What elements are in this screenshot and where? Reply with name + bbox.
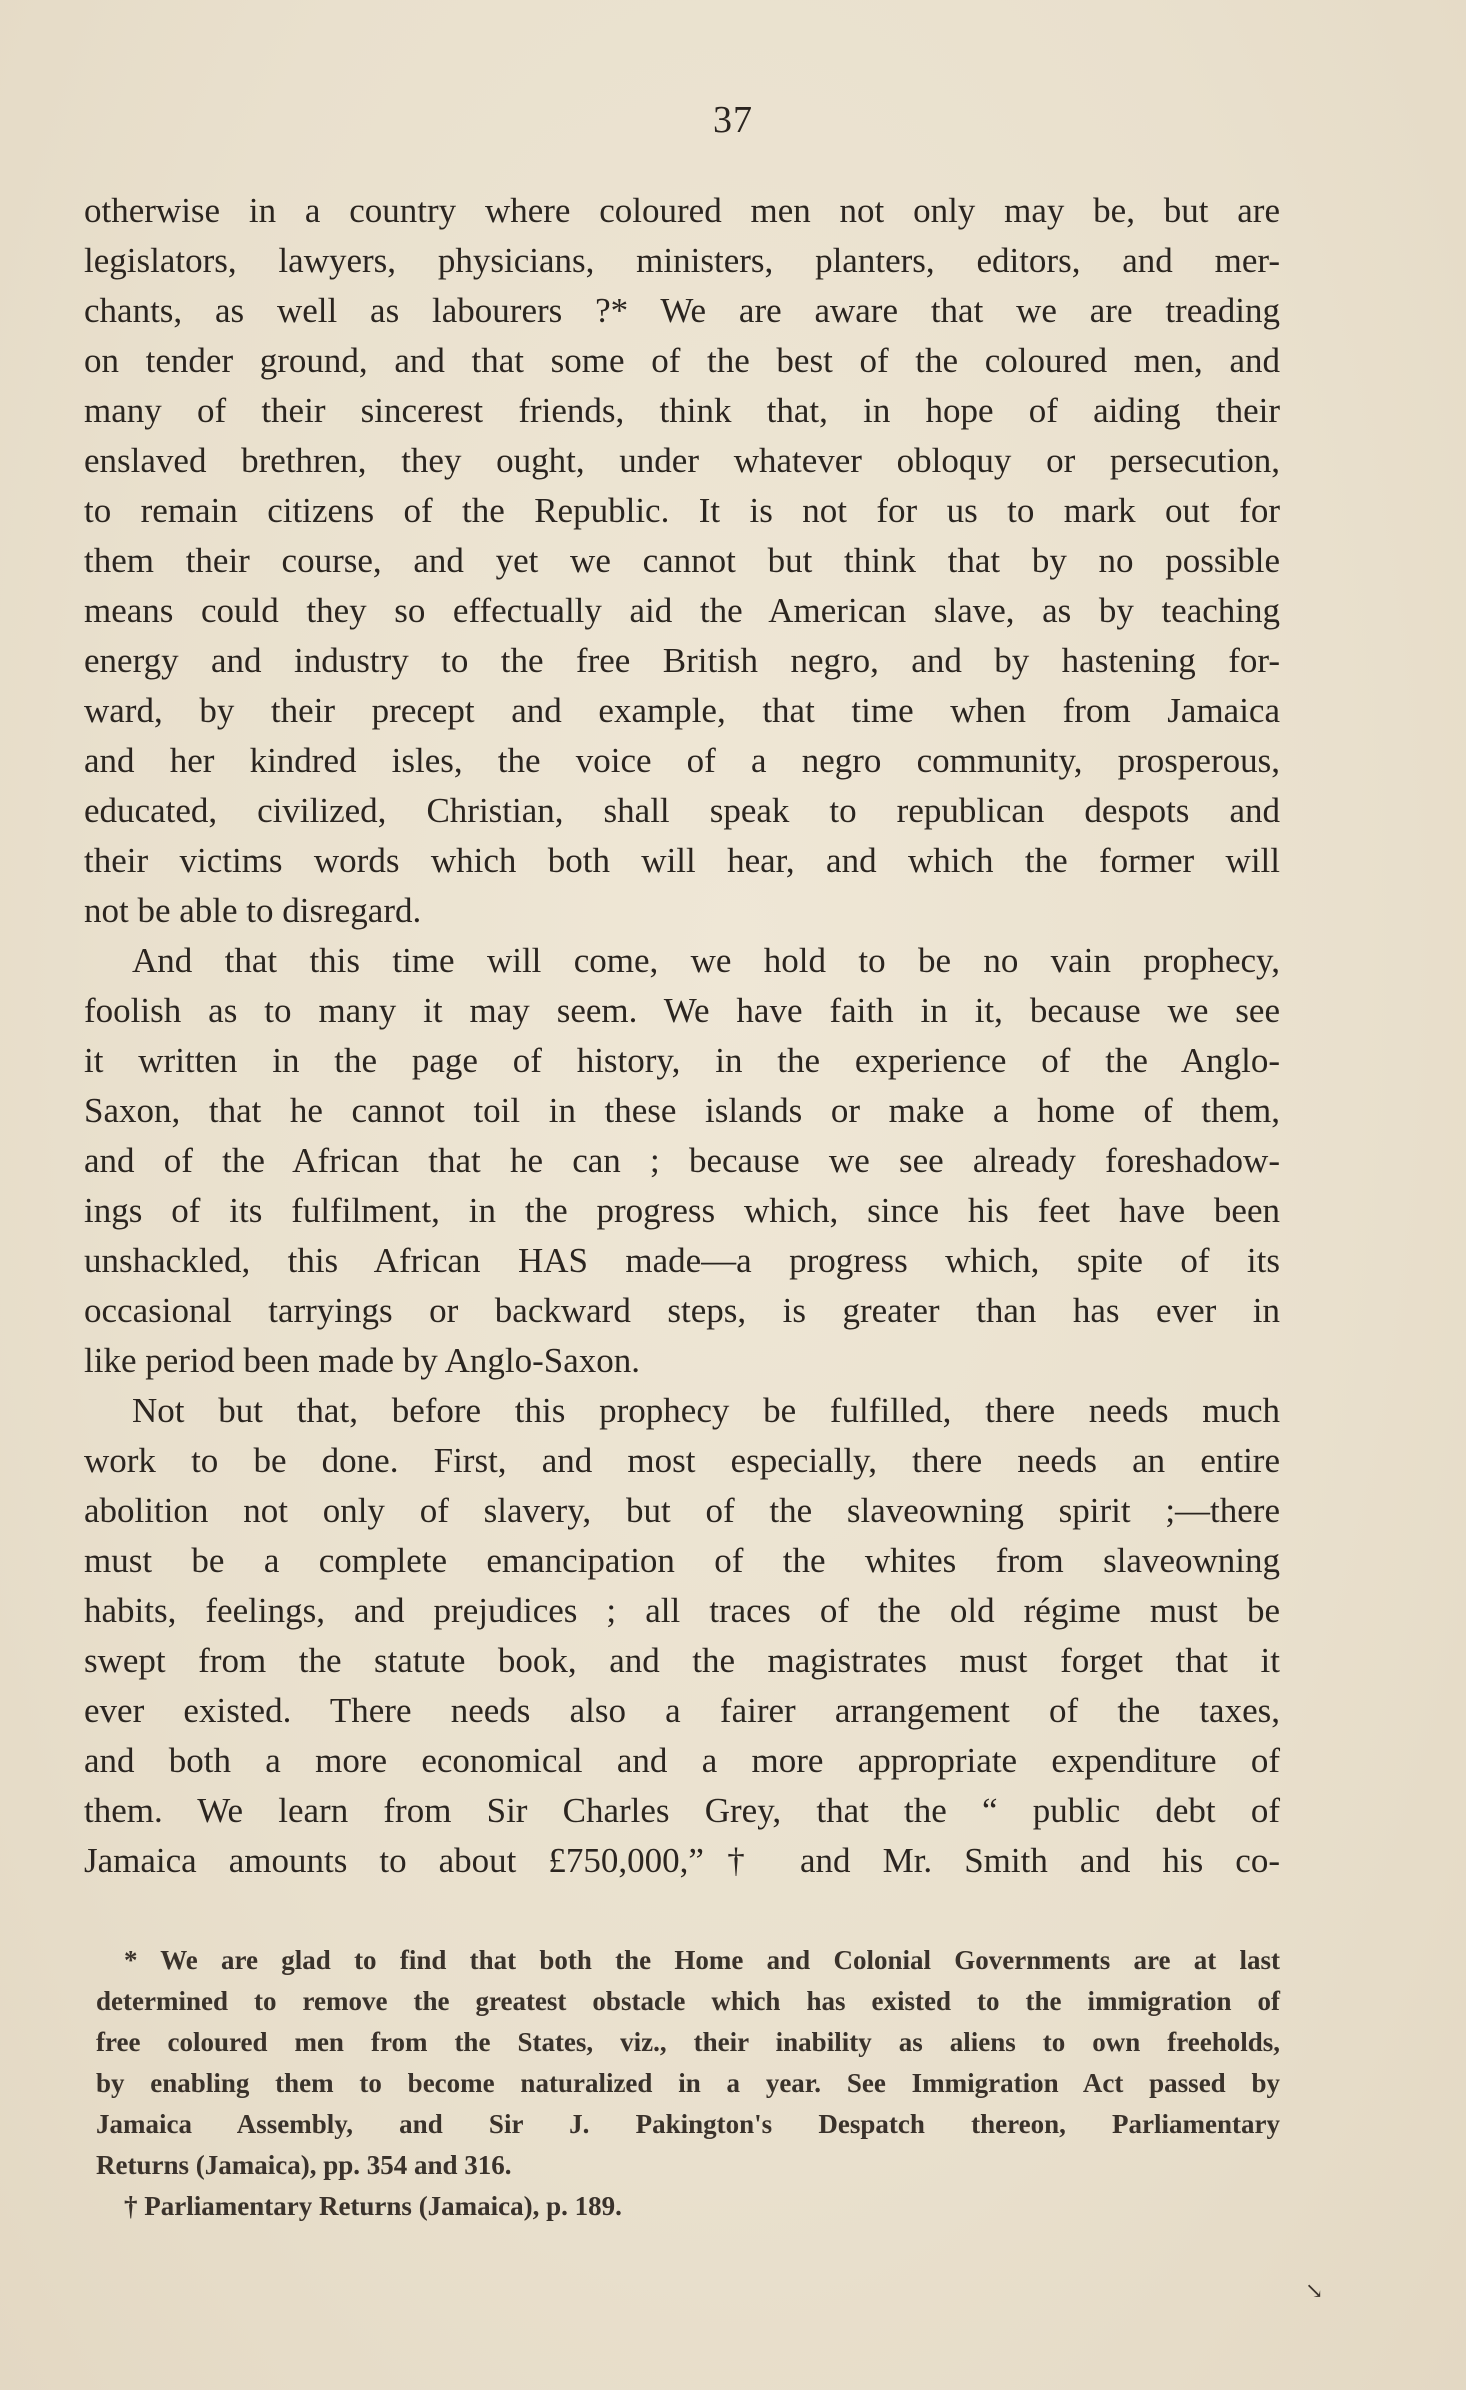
footnote-line: by enabling them to become naturalized in a year. See Immigration Act passed by bbox=[96, 2068, 1280, 2098]
text-line: many of their sincerest friends, think that, in hope of aiding their bbox=[84, 391, 1280, 430]
text-line: otherwise in a country where coloured men not only may be, but are bbox=[84, 191, 1280, 230]
text-line: and her kindred isles, the voice of a negro community, prosperous, bbox=[84, 741, 1280, 780]
text-line: ward, by their precept and example, that time when from Jamaica bbox=[84, 691, 1280, 730]
text-line: occasional tarryings or backward steps, is greater than has ever in bbox=[84, 1291, 1280, 1330]
text-line: educated, civilized, Christian, shall speak to republican despots and bbox=[84, 791, 1280, 830]
paragraph-first-line: Not but that, before this prophecy be fulfilled, there needs much bbox=[132, 1391, 1280, 1430]
text-line: them. We learn from Sir Charles Grey, that the “ public debt of bbox=[84, 1791, 1280, 1830]
text-line: swept from the statute book, and the magistrates must forget that it bbox=[84, 1641, 1280, 1680]
text-line: their victims words which both will hear, and which the former will bbox=[84, 841, 1280, 880]
page-number: 37 bbox=[713, 99, 753, 141]
text-line: it written in the page of history, in the experience of the Anglo- bbox=[84, 1041, 1280, 1080]
text-line: foolish as to many it may seem. We have faith in it, because we see bbox=[84, 991, 1280, 1030]
text-line: like period been made by Anglo-Saxon. bbox=[84, 1341, 640, 1380]
footnote-line: † Parliamentary Returns (Jamaica), p. 189. bbox=[124, 2191, 622, 2221]
text-line: ever existed. There needs also a fairer arrangement of the taxes, bbox=[84, 1691, 1280, 1730]
text-line: energy and industry to the free British negro, and by hastening for- bbox=[84, 641, 1280, 680]
text-line: unshackled, this African HAS made—a progress which, spite of its bbox=[84, 1241, 1280, 1280]
body-text bbox=[84, 186, 1280, 1886]
footnotes bbox=[96, 1940, 1280, 2227]
text-line: abolition not only of slavery, but of the slaveowning spirit ;—there bbox=[84, 1491, 1280, 1530]
text-line: them their course, and yet we cannot but think that by no possible bbox=[84, 541, 1280, 580]
text-line: legislators, lawyers, physicians, ministers, planters, editors, and mer- bbox=[84, 241, 1280, 280]
text-line: and of the African that he can ; because we see already foreshadow- bbox=[84, 1141, 1280, 1180]
text-line: enslaved brethren, they ought, under whatever obloquy or persecution, bbox=[84, 441, 1280, 480]
text-line: and both a more economical and a more appropriate expenditure of bbox=[84, 1741, 1280, 1780]
text-line: habits, feelings, and prejudices ; all traces of the old régime must be bbox=[84, 1591, 1280, 1630]
ink-mark: ↘ bbox=[1305, 2278, 1324, 2303]
text-line: not be able to disregard. bbox=[84, 891, 422, 930]
footnote-line: Jamaica Assembly, and Sir J. Pakington's Despatch thereon, Parliamentary bbox=[96, 2109, 1280, 2139]
paragraph-first-line: And that this time will come, we hold to be no vain prophecy, bbox=[132, 941, 1280, 980]
text-line: means could they so effectually aid the American slave, as by teaching bbox=[84, 591, 1280, 630]
text-line: must be a complete emancipation of the whites from slaveowning bbox=[84, 1541, 1280, 1580]
text-line: Saxon, that he cannot toil in these islands or make a home of them, bbox=[84, 1091, 1280, 1130]
text-line: work to be done. First, and most especially, there needs an entire bbox=[84, 1441, 1280, 1480]
text-line: ings of its fulfilment, in the progress which, since his feet have been bbox=[84, 1191, 1280, 1230]
footnote-line: Returns (Jamaica), pp. 354 and 316. bbox=[96, 2150, 512, 2180]
text-line: chants, as well as labourers ?* We are aware that we are treading bbox=[84, 291, 1280, 330]
text-line: on tender ground, and that some of the best of the coloured men, and bbox=[84, 341, 1280, 380]
text-line: to remain citizens of the Republic. It is not for us to mark out for bbox=[84, 491, 1280, 530]
footnote-line: determined to remove the greatest obstacle which has existed to the immigration of bbox=[96, 1986, 1280, 2016]
footnote-line: free coloured men from the States, viz., their inability as aliens to own freeholds, bbox=[96, 2027, 1280, 2057]
footnote-line: * We are glad to find that both the Home and Colonial Governments are at last bbox=[124, 1945, 1280, 1975]
text-line: Jamaica amounts to about £750,000,”† and Mr. Smith and his co- bbox=[84, 1841, 1280, 1880]
